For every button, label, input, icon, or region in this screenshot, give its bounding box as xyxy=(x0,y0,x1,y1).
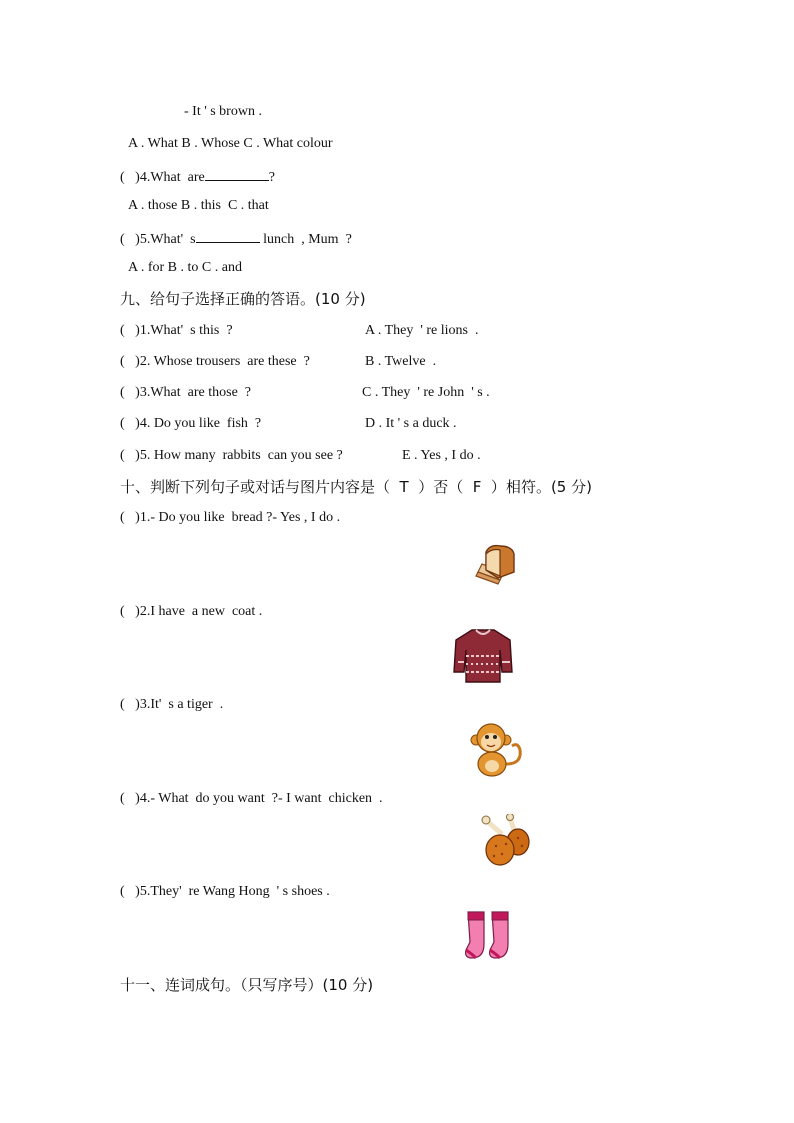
s10-item-1: ( )1.- Do you like bread ?- Yes , I do . xyxy=(120,510,341,525)
s9-answer-b: B . Twelve . xyxy=(365,354,437,369)
q5-prefix: ( )5.What' s xyxy=(120,232,196,247)
s9-answer-a: A . They ' re lions . xyxy=(365,323,479,338)
q5-suffix: lunch , Mum ? xyxy=(259,232,352,247)
q4-question xyxy=(120,166,275,187)
s10-item-2: ( )2.I have a new coat . xyxy=(120,604,263,619)
section9-heading: 九、给句子选择正确的答语。(10 分) xyxy=(120,290,366,308)
s10-item-4: ( )4.- What do you want ?- I want chicken . xyxy=(120,791,383,806)
s9-question-2: ( )2. Whose trousers are these ? xyxy=(120,354,310,369)
bread-icon xyxy=(470,542,520,588)
q5-question xyxy=(120,228,352,249)
chicken-drumstick-icon xyxy=(480,814,530,868)
sweater-icon xyxy=(452,626,514,686)
q5-blank[interactable] xyxy=(196,228,260,243)
s9-answer-d: D . It ' s a duck . xyxy=(365,416,457,431)
section11-heading: 十一、连词成句。（只写序号）(10 分) xyxy=(120,976,374,994)
s9-question-4: ( )4. Do you like fish ? xyxy=(120,416,262,431)
monkey-icon xyxy=(470,720,524,778)
s9-question-5: ( )5. How many rabbits can you see ? xyxy=(120,448,343,463)
q4-prefix: ( )4.What are xyxy=(120,170,205,185)
q3-answer-line: - It ' s brown . xyxy=(184,104,262,119)
s10-item-3: ( )3.It' s a tiger . xyxy=(120,697,224,712)
section10-heading: 十、判断下列句子或对话与图片内容是（ T ）否（ F ）相符。(5 分) xyxy=(120,478,592,496)
s10-item-5: ( )5.They' re Wang Hong ' s shoes . xyxy=(120,884,330,899)
q4-blank[interactable] xyxy=(205,166,269,181)
q4-options: A . those B . this C . that xyxy=(128,198,269,213)
s9-question-3: ( )3.What are those ? xyxy=(120,385,251,400)
q5-options: A . for B . to C . and xyxy=(128,260,242,275)
socks-icon xyxy=(462,908,518,962)
s9-question-1: ( )1.What' s this ? xyxy=(120,323,233,338)
q4-suffix: ? xyxy=(268,170,275,185)
s9-answer-e: E . Yes , I do . xyxy=(402,448,481,463)
q3-options: A . What B . Whose C . What colour xyxy=(128,136,333,151)
s9-answer-c: C . They ' re John ' s . xyxy=(362,385,490,400)
